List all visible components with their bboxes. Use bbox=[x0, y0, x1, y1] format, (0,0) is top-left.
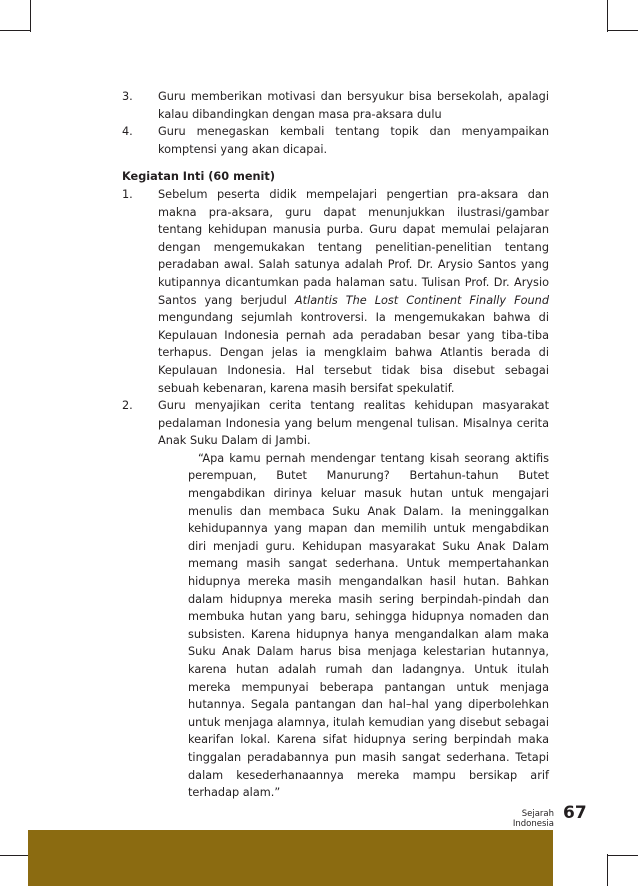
list-number: 1. bbox=[122, 187, 133, 201]
list-text: Guru memberikan motivasi dan bersyukur bisa bersekolah, apalagi kalau dibandingkan dengan masa pra-aksara dulu bbox=[158, 90, 549, 121]
crop-mark bbox=[0, 30, 30, 31]
list-text: Guru menyajikan cerita tentang realitas kehidupan masyarakat pedalaman Indonesia yang belum mengenal tulisan. Misalnya cerita Anak Suku Dalam di Jambi. bbox=[158, 399, 549, 448]
paragraph-text: mengundang sejumlah kontroversi. Ia mengemukakan bahwa di Kepulauan Indonesia pernah ada peradaban besar yang tiba-tiba terhapus. Dengan jelas ia mengklaim bahwa Atlantis berada di Kepulauan Indonesia. Hal tersebut tidak bisa disebut sebagai sebuah kebenaran, karena masih bersifat spekulatif. bbox=[158, 311, 549, 395]
list-item bbox=[122, 397, 549, 450]
page-body bbox=[122, 88, 549, 802]
paragraph-text: Sebelum peserta didik mempelajari pengertian pra-aksara dan makna pra-aksara, guru dapat menunjukkan ilustrasi/gambar tentang kehidupan manusia purba. Guru dapat memulai pelajaran dengan mengemukakan tentang penelitian-penelitian tentang peradaban awal. Salah satunya adalah Prof. Dr. Arysio Santos yang kutipannya dicantumkan pada halaman satu. Tulisan Prof. Dr. Arysio Santos yang berjudul bbox=[158, 187, 549, 307]
block-quote: “Apa kamu pernah mendengar tentang kisah seorang aktifis perempuan, Butet Manurung? Bertahun-tahun Butet mengabdikan dirinya keluar masuk hutan untuk mengajari menulis dan membaca Suku Anak Dalam. Ia meninggalkan kehidupannya yang mapan dan memilih untuk mengabdikan diri menjadi guru. Kehidupan masyarakat Suku Anak Dalam memang masih sangat sederhana. Untuk mempertahankan hidupnya mereka masih mengandalkan hasil hutan. Bahkan dalam hidupnya mereka masih sering berpindah-pindah dan membuka hutan yang baru, sehingga hidupnya nomaden dan subsisten. Karena hidupnya hanya mengandalkan alam maka Suku Anak Dalam harus bisa menjaga kelestarian hutannya, karena hutan adalah rumah dan ladangnya. Untuk itulah mereka mempunyai beberapa pantangan untuk menjaga hutannya. Segala pantangan dan hal–hal yang diperbolehkan untuk menjaga alamnya, itulah kemudian yang disebut sebagai kearifan lokal. Karena sifat hidupnya sering berpindah maka tinggalan peradabannya pun masih sangat sederhana. Tetapi dalam kesederhanaannya mereka mampu bersikap arif terhadap alam.” bbox=[188, 451, 549, 800]
crop-mark bbox=[607, 0, 608, 32]
list-item bbox=[122, 123, 549, 158]
footer-bar bbox=[28, 830, 553, 886]
footer-book-title: Sejarah Indonesia bbox=[512, 809, 554, 829]
crop-mark bbox=[608, 30, 638, 31]
section-heading: Kegiatan Inti (60 menit) bbox=[122, 170, 275, 184]
crop-mark bbox=[608, 855, 638, 856]
page-number: 67 bbox=[563, 803, 587, 823]
list-number: 4. bbox=[122, 125, 133, 139]
list-text bbox=[158, 186, 549, 397]
list-number: 3. bbox=[122, 90, 133, 103]
crop-mark bbox=[0, 855, 30, 856]
crop-mark bbox=[30, 0, 31, 32]
crop-mark bbox=[607, 854, 608, 886]
book-title: Atlantis The Lost Continent Finally Found bbox=[294, 293, 549, 307]
list-number: 2. bbox=[122, 399, 133, 413]
list-item bbox=[122, 186, 549, 397]
list-text: Guru menegaskan kembali tentang topik dan menyampaikan komptensi yang akan dicapai. bbox=[158, 125, 549, 156]
list-item bbox=[122, 88, 549, 123]
